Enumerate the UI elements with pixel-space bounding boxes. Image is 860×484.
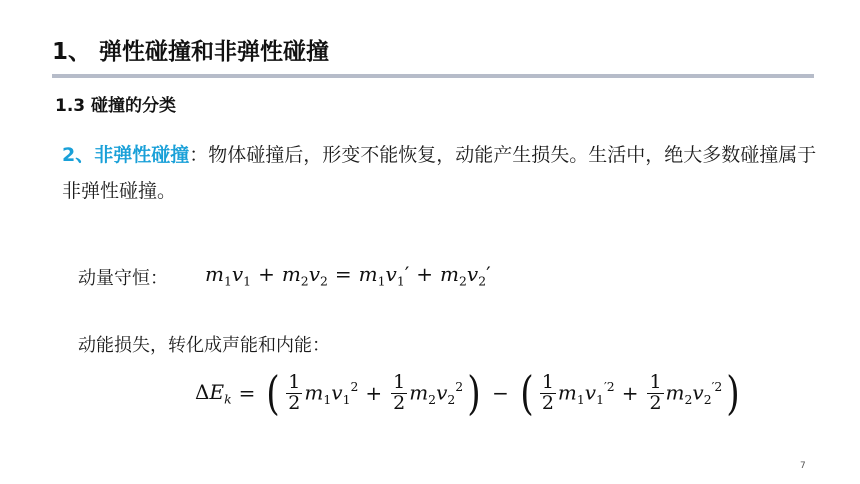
momentum-equation: $m_1v_1 + m_2v_2 = m_1v_1' + m_2v_2'$ [205,262,491,289]
definition-paragraph [62,137,822,209]
energy-loss-equation: $\Delta E_k$ = ( $\frac{1}{2}$ $m_1v_1^2$ + $\frac{1}{2}$ $m_2v_2^2$ ) − ( $\frac{1}{2}$ $m_1v_1^{'2}$ + $\frac{1}{2}$ $m_2v_2^{'2}$ ) [195,366,741,420]
highlight-term: 2、非弹性碰撞 [62,144,190,166]
slide-title: 1、 弹性碰撞和非弹性碰撞 [52,39,330,65]
energy-loss-label: 动能损失，转化成声能和内能： [78,335,330,356]
page-number: 7 [800,461,806,471]
momentum-label: 动量守恒： [78,268,168,289]
title-divider [52,74,814,78]
section-subtitle: 1.3 碰撞的分类 [55,96,177,116]
definition-text: ：物体碰撞后，形变不能恢复，动能产生损失。生活中，绝大多数碰撞属于非弹性碰撞。 [62,144,817,202]
